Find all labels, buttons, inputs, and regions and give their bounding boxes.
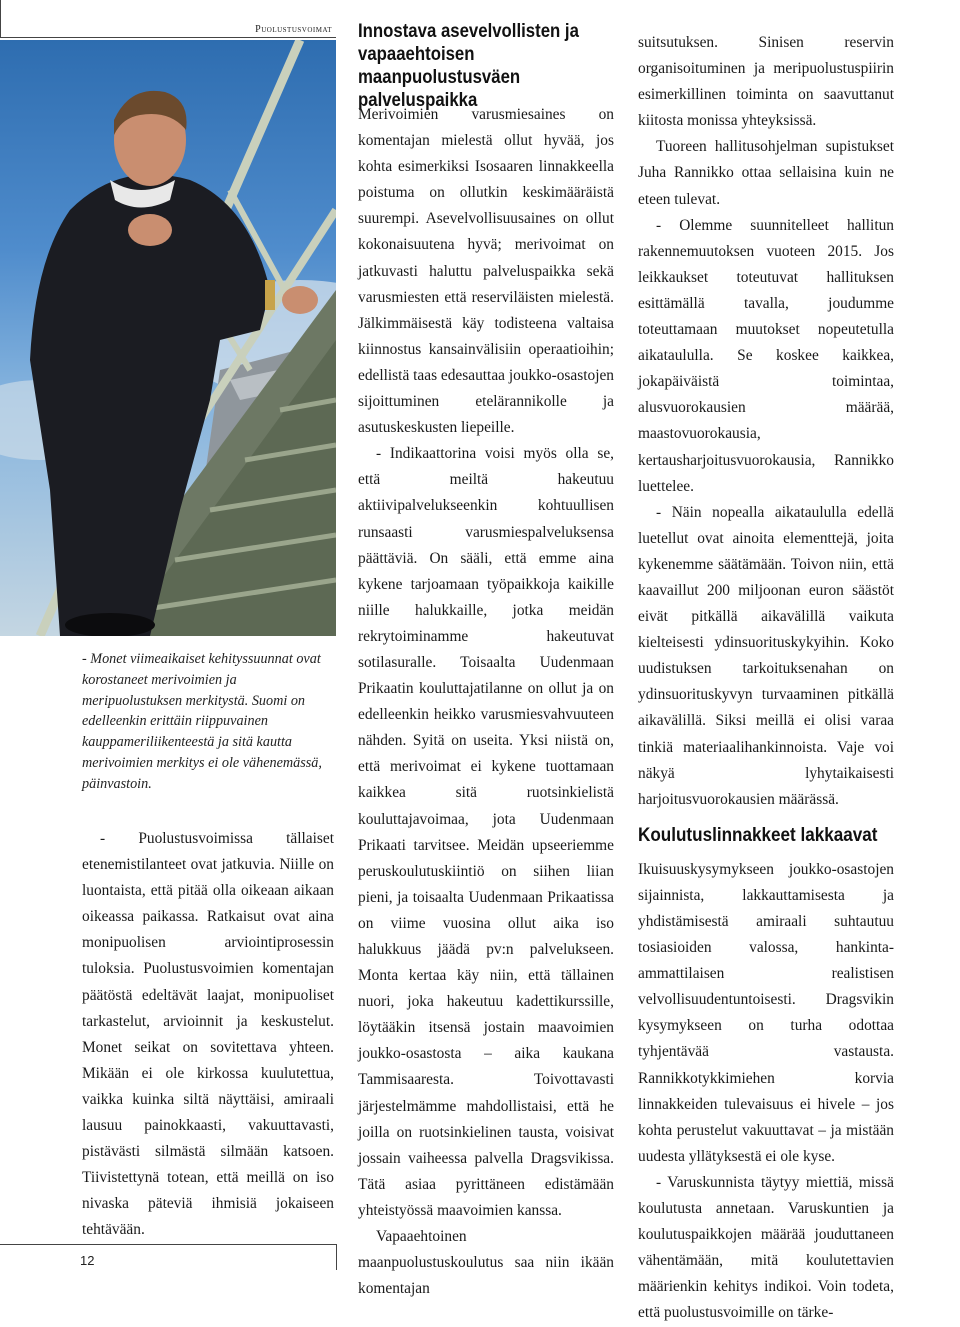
right-subheading: Koulutuslinnakkeet lakkaavat bbox=[638, 824, 878, 846]
right-paragraph-3: - Olemme suunnitelleet hallitun rakennemuutoksen vuoteen 2015. Jos leikkaukset toteutuvat hallituksen esittämällä tavalla, joudumme toteuttamaan muutokset nopeutetulla aikataululla. Se koskee kaikkea, jokapäiväistä toimintaa, alusvuorokausien määrää, maastovuorokausia, kertausharjoitusvuorokausia, Rannikko luettelee. bbox=[638, 216, 894, 495]
bottom-rule bbox=[0, 1244, 336, 1245]
middle-heading: Innostava asevelvollisten ja vapaaehtoisen maanpuolustusväen palveluspaikka bbox=[358, 20, 579, 111]
middle-paragraph-3: Vapaaehtoinen maanpuolustuskoulutus saa niin ikään komentajan bbox=[358, 1228, 614, 1298]
left-paragraph: - Puolustusvoimissa tällaiset etenemistilanteet ovat jatkuvia. Niille on luontaista, että pitää olla oikeaan aikaan oikeassa paikassa. Ratkaisut ovat aina monipuolisen arviointiprosessin tuloksia. Puolustusvoimien komentajan päätöstä edeltävät laajat, monipuoliset tarkastelut, arvioinnit ja keskustelut. Monet seikat on sovitettava yhteen. Mikään ei ole kirkossa kuulutettua, vaikka kuinka siltä näyttäisi, amiraali lausuu painokkaasti, vakuuttavasti, pistävästi silmästä silmään katsoen. Tiivistettynä totean, että meillä on iso nivaska päteviä ihmisiä jokaiseen tehtävään. bbox=[82, 830, 334, 1239]
right-paragraph-1: suitsutuksen. Sinisen reservin organisoituminen ja meripuolustuspiirin esimerkillinen toiminta on saavuttanut kiitosta monissa yhteyksissä. bbox=[638, 34, 894, 130]
right-paragraph-2: Tuoreen hallitusohjelman supistukset Juha Rannikko ottaa sellaisina kuin ne eteen tulevat. bbox=[638, 138, 894, 208]
middle-paragraph-1: Merivoimien varusmiesaines on komentajan mielestä ollut hyvää, jos kohta esimerkiksi Isosaaren linnakkeella poistuma on ollutkin keskimääräistä suurempi. Asevelvollisuusaines on ollut kokonaisuutena hyvä; merivoimat on jatkuvasti haluttu palveluspaikka sekä varusmiesten että reserviläisten mielestä. Jälkimmäisestä käy todisteena valtaisa kiinnostus kansainvälisiin operaatioihin; edellistä taas edesauttaa joukko-osastojen sijoittuminen etelärannikolle ja asutuskeskusten liepeille. bbox=[358, 106, 614, 437]
photo-caption: - Monet viimeaikaiset kehityssuunnat ovat korostaneet merivoimien ja meripuolustuksen merkitystä. Suomi on edelleenkin erittäin riippuvainen kauppameriliikenteestä ja sitä kautta merivoimien merkitys ei ole vähenemässä, päinvastoin. bbox=[82, 651, 322, 792]
page-number: 12 bbox=[80, 1253, 95, 1268]
middle-column bbox=[358, 102, 614, 1302]
right-column bbox=[638, 30, 894, 1327]
middle-paragraph-2: - Indikaattorina voisi myös olla se, että meiltä hakeutuu aktiivipalvelukseenkin kohtuullisen runsaasti varusmiespalveluksensa päättäviä. On sääli, että emme aina kykene tarjoamaan työpaikkoja kaikille niille halukkaille, jotka meidän rekrytoiminamme hakeutuvat sotilasuralle. Toisaalta Uudenmaan Prikaatin kouluttajatilanne on ollut ja on edelleenkin heikko varusmiesvahvuuteen nähden. Syitä on useita. Yksi niistä on, että merivoimat ei kykene tuottamaan kaikkea sitä ruotsinkielistä kouluttajavoimaa, jota Uudenmaan Prikaati tarvitsee. Meidän upseeriemme peruskoulutuskiintiö on siihen liian pieni, ja toisaalta Uudenmaan Prikaatissa on viime vuosina ollut aika iso halukkuus jäädä pv:n palvelukseen. Monta kertaa käy niin, että tällainen nuori, joka hakeutuu kadettikurssille, löytääkin itsensä jostain maavoimien joukko-osastosta – aika kaukana Tammisaaresta. Toivottavasti järjestelmämme mahdollistaisi, että he joilla on ruotsinkielinen tausta, voisivat jossain vaiheessa palvella Dragsvikissa. Tätä asiaa pyrittäneen edistämään yhteistyössä maavoimien kanssa. bbox=[358, 445, 614, 1219]
left-column bbox=[82, 826, 334, 1244]
top-rule bbox=[0, 37, 336, 38]
bottom-rule-tick bbox=[336, 1244, 337, 1270]
running-head: Puolustusvoimat bbox=[255, 24, 332, 35]
right-paragraph-5: Ikuisuuskysymykseen joukko-osastojen sijainnista, lakkauttamisesta ja yhdistämisestä amiraali suhtautuu tosiasioiden valossa, hankinta-ammattilaisen realistisen velvollisuudentuntoisesti. Dragsvikin kysymykseen on turha odottaa tyhjentävää vastausta. Rannikkotykkimiehen korvia linnakkeiden tulevaisuus ei hivele – jos kohta perustelut vakuuttavat – ja mistään uudesta yllätyksestä ei ole kyse. bbox=[638, 860, 894, 1165]
right-paragraph-4: - Näin nopealla aikataululla edellä luetellut ovat ainoita elementtejä, joita kykenemme säätämään. Toivon niin, että kaavaillut 200 miljoonan euron säästöt eivät pitkällä aikavälillä vaikuta kielteisesti ydinsuorituskykyihin. Koko uudistuksen tarkoituksenahan on ydinsuorituskyvyn turvaaminen pitkällä aikavälillä. Siksi meillä ei olisi varaa tinkiä materiaalihankinnoista. Vaje voi näkyä lyhytaikaisesti harjoitusvuorokausien määrässä. bbox=[638, 503, 894, 808]
top-rule-tick bbox=[0, 0, 1, 38]
photo-illustration bbox=[0, 40, 336, 636]
photo-admiral-on-stairs bbox=[0, 40, 336, 636]
right-paragraph-6: - Varuskunnista täytyy miettiä, missä koulutusta annetaan. Varuskuntien ja koulutuspaikkojen määrää jouduttaneen vähentämään, mitä koulutettavien määrienkin kehitys indikoi. Voin todeta, että puolustusvoimille on tärke- bbox=[638, 1173, 894, 1322]
